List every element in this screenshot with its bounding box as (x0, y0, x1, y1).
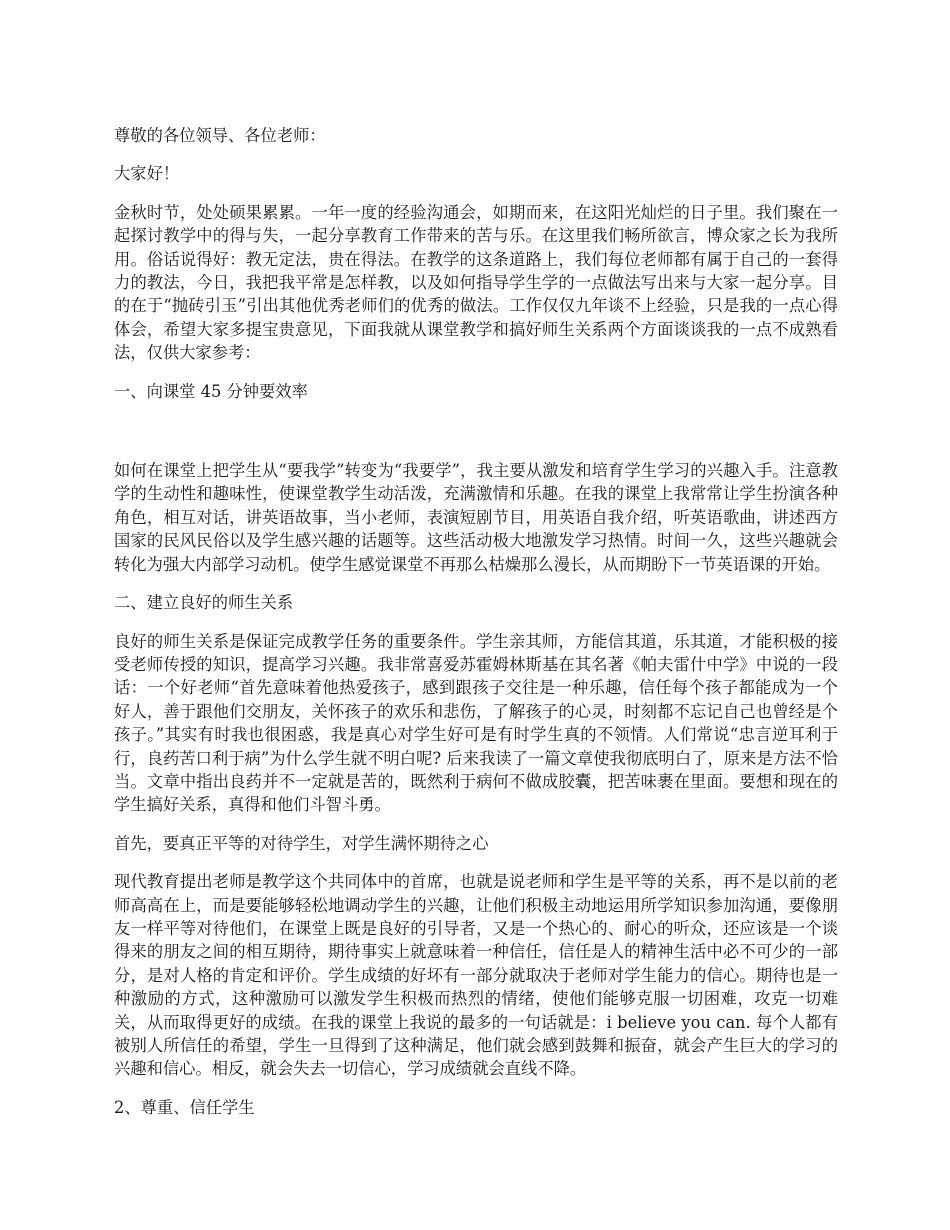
subheading-2: 2、尊重、信任学生 (114, 1097, 255, 1117)
document-page (114, 124, 838, 1119)
paragraph-1: 如何在课堂上把学生从“要我学”转变为“我要学”，我主要从激发和培育学生学习的兴趣入手。注意教学的生动性和趣味性，使课堂教学生动活泼，充满激情和乐趣。在我的课堂上我常常让学生扮演各种角色，相互对话，讲英语故事，当小老师，表演短剧节目，用英语自我介绍，听英语歌曲，讲述西方国家的民风民俗以及学生感兴趣的话题等。这些活动极大地激发学习热情。时间一久，这些兴趣就会转化为强大内部学习动机。使学生感觉课堂不再那么枯燥那么漫长，从而期盼下一节英语课的开始。 (114, 461, 838, 574)
intro-paragraph: 金秋时节，处处硕果累累。一年一度的经验沟通会，如期而来，在这阳光灿烂的日子里。我们聚在一起探讨教学中的得与失，一起分享教育工作带来的苦与乐。在这里我们畅所欲言，博众家之长为我所用。俗话说得好：教无定法，贵在得法。在教学的这条道路上，我们每位老师都有属于自己的一套得力的教法，今日，我把我平常是怎样教，以及如何指导学生学的一点做法写出来与大家一起分享。目的在于“抛砖引玉”引出其他优秀老师们的优秀的做法。工作仅仅九年谈不上经验，只是我的一点心得体会，希望大家多提宝贵意见，下面我就从课堂教学和搞好师生关系两个方面谈谈我的一点不成熟看法，仅供大家参考： (114, 202, 838, 363)
subheading-1: 首先，要真正平等的对待学生，对学生满怀期待之心 (114, 833, 489, 853)
paragraph-3: 现代教育提出老师是教学这个共同体中的首席，也就是说老师和学生是平等的关系，再不是以前的老师高高在上，而是要能够轻松地调动学生的兴趣，让他们积极主动地运用所学知识参加沟通，要像朋友一样平等对待他们，在课堂上既是良好的引导者，又是一个热心的、耐心的听众，还应该是一个谈得来的朋友之间的相互期待，期待事实上就意味着一种信任，信任是人的精神生活中必不可少的一部分，是对人格的肯定和评价。学生成绩的好坏有一部分就取决于老师对学生能力的信心。期待也是一种激励的方式，这种激励可以激发学生积极而热烈的情绪，使他们能够克服一切困难，攻克一切难关，从而取得更好的成绩。在我的课堂上我说的最多的一句话就是：i believe you can. 每个人都有被别人所信任的希望，学生一旦得到了这种满足，他们就会感到鼓舞和振奋，就会产生巨大的学习的兴趣和信心。相反，就会失去一切信心，学习成绩就会直线不降。 (114, 872, 838, 1079)
salutation: 大家好！ (114, 164, 180, 184)
paragraph-2: 良好的师生关系是保证完成教学任务的重要条件。学生亲其师，方能信其道，乐其道，才能积极的接受老师传授的知识，提高学习兴趣。我非常喜爱苏霍姆林斯基在其名著《帕夫雷什中学》中说的一段话：一个好老师“首先意味着他热爱孩子，感到跟孩子交往是一种乐趣，信任每个孩子都能成为一个好人，善于跟他们交朋友，关怀孩子的欢乐和悲伤，了解孩子的心灵，时刻都不忘记自己也曾经是个孩子。”其实有时我也很困惑，我是真心对学生好可是有时学生真的不领情。人们常说“忠言逆耳利于行，良药苦口利于病”为什么学生就不明白呢? 后来我读了一篇文章使我彻底明白了，原来是方法不恰当。文章中指出良药并不一定就是苦的，既然利于病何不做成胶囊，把苦味裹在里面。要想和现在的学生搞好关系，真得和他们斗智斗勇。 (114, 631, 838, 815)
section-heading-1: 一、向课堂 45 分钟要效率 (114, 381, 308, 401)
greeting: 尊敬的各位领导、各位老师： (114, 126, 326, 145)
section-heading-2: 二、建立良好的师生关系 (114, 593, 294, 613)
